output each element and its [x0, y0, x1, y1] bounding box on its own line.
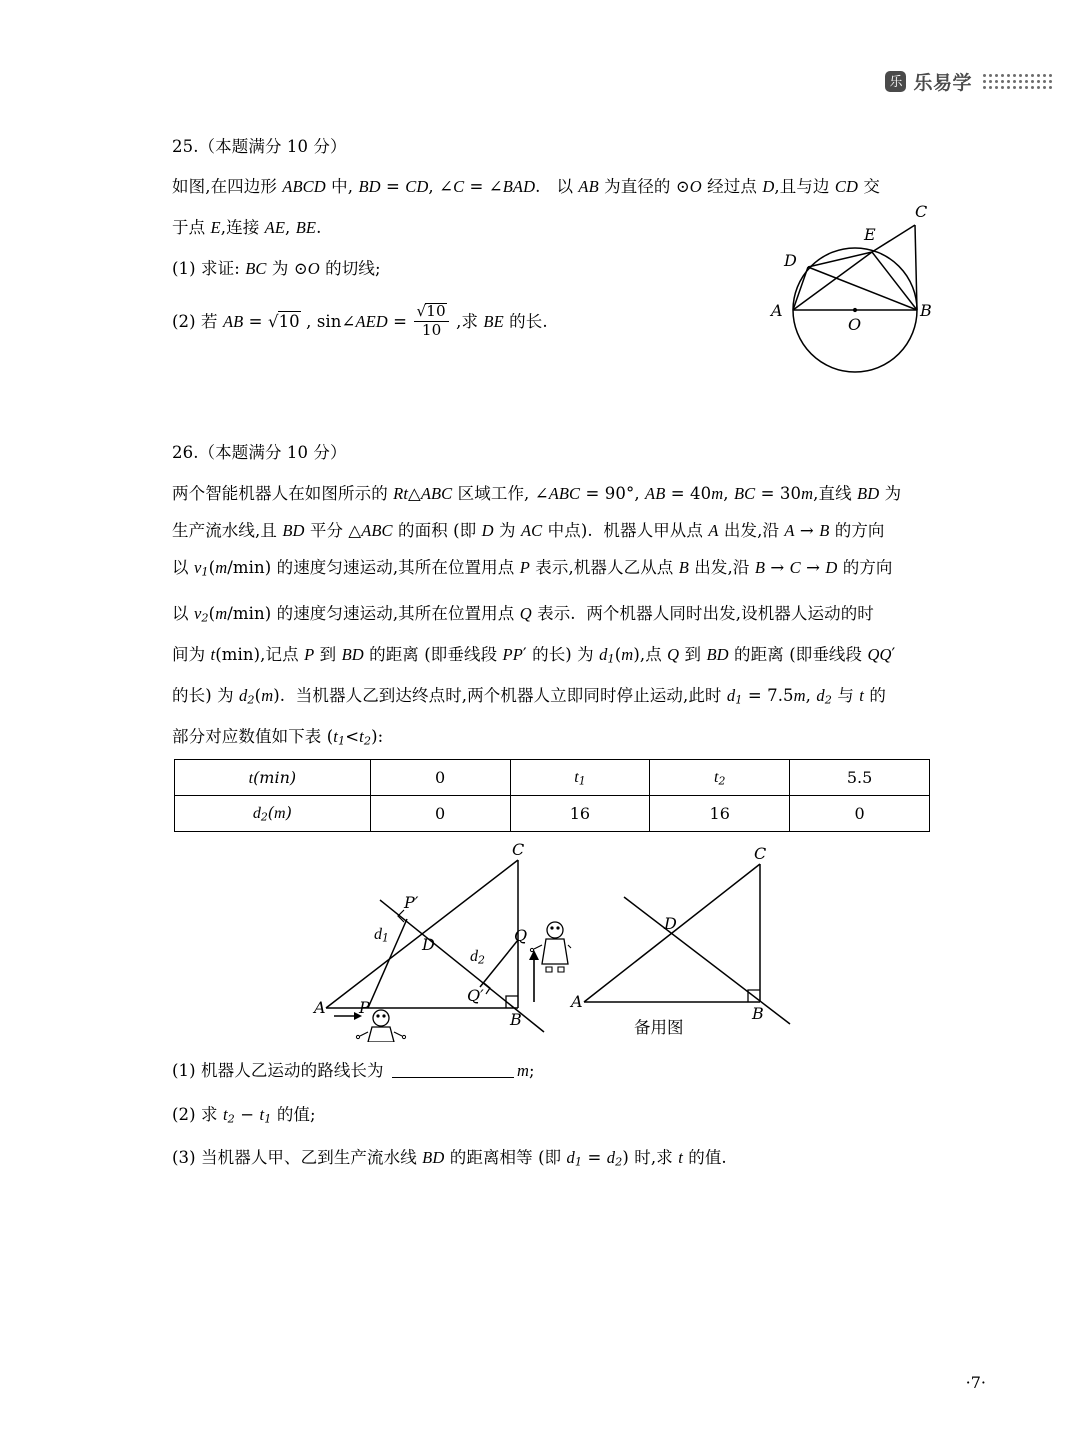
fig26a-label-Q-prime: Q′: [467, 986, 484, 1005]
fig26b-caption: 备用图: [634, 1018, 684, 1037]
table-cell-r0c4: 5.5: [790, 760, 930, 796]
problem-26-line-6: 的长) 为 $d_2(m)$. 当机器人乙到达终点时,两个机器人立即同时停止运动,此时 $d_1 = 7.5m$, $d_2$ 与 t 的: [172, 686, 886, 707]
table-row: [175, 796, 930, 832]
data-table: [174, 759, 930, 832]
table-cell-r0c1: 0: [370, 760, 510, 796]
problem-26-line-5: 间为 t(min),记点 P 到 BD 的距离 (即垂线段 PP′ 的长) 为 $d_1(m)$,点 Q 到 BD 的距离 (即垂线段 QQ′: [172, 645, 896, 666]
problem-25-heading: 25.（本题满分 10 分）: [172, 137, 347, 156]
brand-logo: [885, 68, 1052, 95]
problem-26-sub-1: (1) 机器人乙运动的路线长为 m;: [172, 1061, 535, 1080]
fig26a-label-d2: $d_2$: [470, 948, 485, 967]
problem-26-sub-3: (3) 当机器人甲、乙到生产流水线 BD 的距离相等 (即 $d_1 = d_2$) 时,求 t 的值.: [172, 1148, 727, 1169]
problem-25-sub-2: (2) 若 AB = √10 , sin∠AED = $\frac{√10}{10}$ ,求 BE 的长.: [172, 302, 548, 339]
fig26a-label-C: C: [512, 840, 525, 859]
table-cell-r1c3: 16: [650, 796, 790, 832]
problem-26-heading: 26.（本题满分 10 分）: [172, 443, 347, 462]
fig25-label-B: B: [920, 301, 932, 320]
table-cell-r1c2: 16: [510, 796, 650, 832]
logo-badge-icon: 乐: [885, 71, 906, 92]
fig26b-label-D: D: [664, 914, 677, 933]
fig26a-label-P: P: [359, 998, 370, 1017]
fig26a-label-P-prime: P′: [404, 893, 419, 912]
table-cell-r0c3: $t_2$: [650, 760, 790, 796]
fig26a-label-d1: $d_1$: [374, 926, 389, 945]
fig26b-label-A: A: [571, 992, 583, 1011]
table-row: [175, 760, 930, 796]
fig26a-label-B: B: [510, 1010, 522, 1029]
fig26a-label-D: D: [422, 935, 435, 954]
problem-25-line-1: 如图,在四边形 ABCD 中, BD = CD, ∠C = ∠BAD. 以 AB 为直径的 ⊙O 经过点 D,且与边 CD 交: [172, 177, 880, 196]
problem-26-sub-1-text: (1) 机器人乙运动的路线长为: [172, 1061, 384, 1080]
problem-26-line-4: 以 $v_2(m/\min)$ 的速度匀速运动,其所在位置用点 Q 表示. 两个机器人同时出发,设机器人运动的时: [172, 604, 874, 625]
fig25-label-A: A: [771, 301, 783, 320]
table-cell-r1c4: 0: [790, 796, 930, 832]
table-cell-r1c1: 0: [370, 796, 510, 832]
problem-25-sub-1: (1) 求证: BC 为 ⊙O 的切线;: [172, 259, 381, 278]
robot-yi-icon: [530, 922, 571, 972]
logo-dot-pattern-icon: [983, 74, 1052, 89]
table-cell-r0c2: $t_1$: [510, 760, 650, 796]
fig25-label-E: E: [864, 225, 876, 244]
problem-26-line-1: 两个智能机器人在如图所示的 Rt△ABC 区域工作, ∠ABC = 90°, AB = 40m, BC = 30m,直线 BD 为: [172, 484, 902, 503]
table-cell-r0c0: t(min): [175, 760, 371, 796]
fig25-label-D: D: [784, 251, 797, 270]
page-number: ·7·: [965, 1373, 986, 1392]
triangle-diagram-2-svg: [572, 842, 812, 1042]
logo-text: 乐易学: [913, 72, 972, 94]
fig26b-label-B: B: [752, 1004, 764, 1023]
triangle-diagram-1-svg: [312, 842, 572, 1042]
table-cell-r1c0: $d_2(m)$: [175, 796, 371, 832]
answer-blank[interactable]: [392, 1077, 514, 1078]
fig26a-label-Q: Q: [514, 926, 528, 945]
fig26a-label-A: A: [314, 998, 326, 1017]
problem-25-line-2: 于点 E,连接 AE, BE.: [172, 218, 322, 237]
fig25-label-O: O: [848, 315, 862, 334]
problem-26-line-3: 以 $v_1(m/\min)$ 的速度匀速运动,其所在位置用点 P 表示,机器人乙从点 B 出发,沿 B → C → D 的方向: [172, 558, 893, 579]
problem-26-sub-2: (2) 求 $t_2 - t_1$ 的值;: [172, 1105, 316, 1126]
problem-25-circle-figure: [760, 202, 970, 385]
problem-26-figure-1: [312, 842, 572, 1042]
fig26b-label-C: C: [754, 844, 767, 863]
problem-26-figure-2: [572, 842, 812, 1042]
problem-26-line-7: 部分对应数值如下表 $(t_1<t_2)$:: [172, 727, 384, 748]
problem-26-line-2: 生产流水线,且 BD 平分 △ABC 的面积 (即 D 为 AC 中点). 机器人甲从点 A 出发,沿 A → B 的方向: [172, 521, 885, 540]
fig25-label-C: C: [915, 202, 928, 221]
